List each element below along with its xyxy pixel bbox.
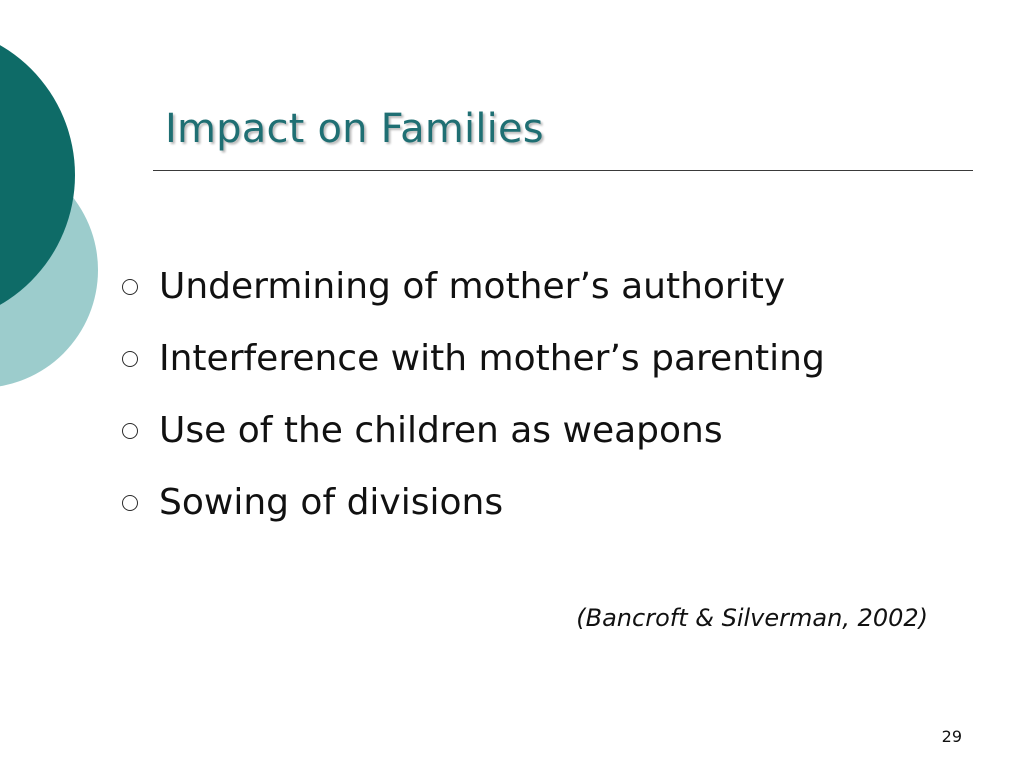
bullet-item — [122, 394, 825, 466]
bullet-text: Sowing of divisions — [159, 481, 504, 523]
bullet-text: Use of the children as weapons — [159, 409, 723, 451]
bullet-text: Undermining of mother’s authority — [159, 265, 786, 307]
citation: (Bancroft & Silverman, 2002) — [576, 604, 928, 632]
decorative-circles — [0, 0, 120, 420]
bullet-item — [122, 250, 825, 322]
bullet-list — [122, 250, 825, 538]
hollow-circle-bullet-icon — [122, 423, 138, 439]
hollow-circle-bullet-icon — [122, 495, 138, 511]
bullet-item — [122, 466, 825, 538]
page-number: 29 — [941, 727, 962, 746]
hollow-circle-bullet-icon — [122, 351, 138, 367]
hollow-circle-bullet-icon — [122, 279, 138, 295]
bullet-item — [122, 322, 825, 394]
bullet-text: Interference with mother’s parenting — [159, 337, 825, 379]
title-divider — [153, 170, 973, 171]
slide-title: Impact on Families — [165, 106, 544, 152]
